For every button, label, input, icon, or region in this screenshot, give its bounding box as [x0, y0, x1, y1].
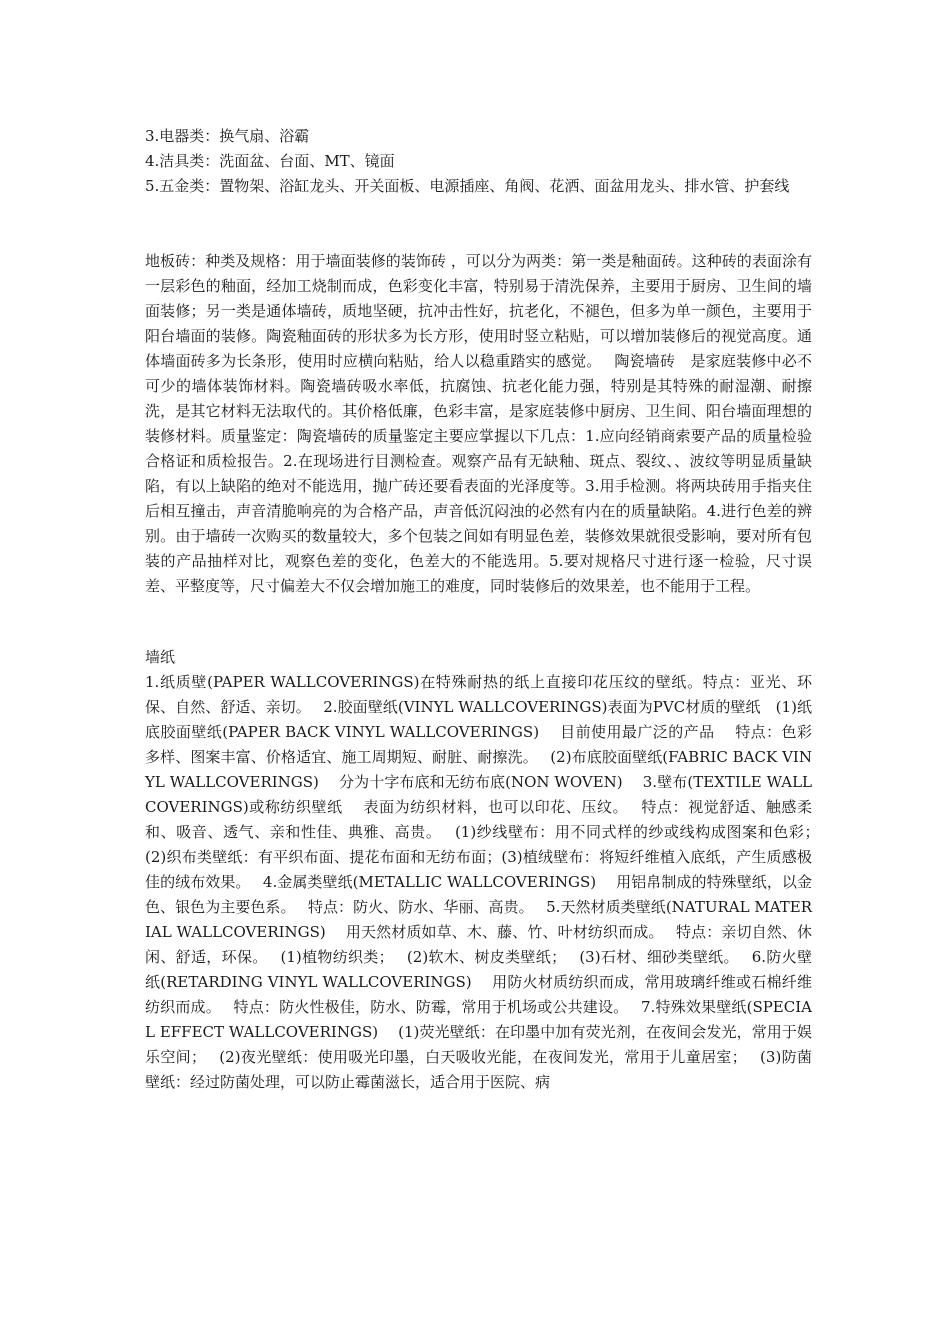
list-item-hardware: 5.五金类：置物架、浴缸龙头、开关面板、电源插座、角阀、花洒、面盆用龙头、排水管、护套线 — [145, 177, 790, 195]
section-spacer — [145, 599, 812, 645]
list-item-electrical: 3.电器类：换气扇、浴霸 — [145, 127, 310, 145]
list-item-sanitary: 4.洁具类：洗面盆、台面、MT、镜面 — [145, 152, 395, 170]
section-spacer — [145, 199, 812, 249]
document-body — [145, 124, 832, 1095]
wallpaper-heading: 墙纸 — [145, 648, 176, 666]
tiles-paragraph: 地板砖：种类及规格：用于墙面装修的装饰砖 ，可以分为两类：第一类是釉面砖。这种砖的表面涂有一层彩色的釉面，经加工烧制而成，色彩变化丰富，特别易于清洗保养，主要用于厨房、卫生间的墙面装修；另一类是通体墙砖，质地坚硬，抗冲击性好，抗老化，不褪色，但多为单一颜色，主要用于阳台墙面的装修。陶瓷釉面砖的形状多为长方形，使用时竖立粘贴，可以增加装修后的视觉高度。通体墙面砖多为长条形，使用时应横向粘贴，给人以稳重踏实的感觉。 陶瓷墙砖 是家庭装修中必不可少的墙体装饰材料。陶瓷墙砖吸水率低，抗腐蚀、抗老化能力强，特别是其特殊的耐湿潮、耐擦洗，是其它材料无法取代的。其价格低廉，色彩丰富，是家庭装修中厨房、卫生间、阳台墙面理想的装修材料。质量鉴定：陶瓷墙砖的质量鉴定主要应掌握以下几点：1.应向经销商索要产品的质量检验合格证和质检报告。2.在现场进行目测检查。观察产品有无缺釉、斑点、裂纹、、波纹等明显质量缺陷，有以上缺陷的绝对不能选用，抛广砖还要看表面的光泽度等。3.用手检测。将两块砖用手指夹住后相互撞击，声音清脆响亮的为合格产品，声音低沉闷浊的必然有内在的质量缺陷。4.进行色差的辨别。由于墙砖一次购买的数量较大，多个包装之间如有明显色差，装修效果就很受影响，要对所有包装的产品抽样对比，观察色差的变化，色差大的不能选用。5.要对规格尺寸进行逐一检验，尺寸误差、平整度等，尺寸偏差大不仅会增加施工的难度，同时装修后的效果差，也不能用于工程。 — [145, 252, 812, 595]
wallpaper-paragraph: 1.纸质壁(PAPER WALLCOVERINGS)在特殊耐热的纸上直接印花压纹的壁纸。特点：亚光、环保、自然、舒适、亲切。 2.胶面壁纸(VINYL WALLCOVERINGS)表面为PVC材质的壁纸 (1)纸底胶面壁纸(PAPER BACK VINYL WALLCOVERINGS) 目前使用最广泛的产品 特点：色彩多样、图案丰富、价格适宜、施工周期短、耐脏、耐擦洗。 (2)布底胶面壁纸(FABRIC BACK VINYL WALLCOVERINGS) 分为十字布底和无纺布底(NON WOVEN) 3.壁布(TEXTILE WALLCOVERINGS)或称纺织壁纸 表面为纺织材料，也可以印花、压纹。 特点：视觉舒适、触感柔和、吸音、透气、亲和性佳、典雅、高贵。 (1)纱线壁布：用不同式样的纱或线构成图案和色彩； (2)织布类壁纸：有平织布面、提花布面和无纺布面；(3)植绒壁布：将短纤维植入底纸，产生质感极佳的绒布效果。 4.金属类壁纸(METALLIC WALLCOVERINGS) 用铝帛制成的特殊壁纸，以金色、银色为主要色系。 特点：防火、防水、华丽、高贵。 5.天然材质类壁纸(NATURAL MATERIAL WALLCOVERINGS) 用天然材质如草、木、藤、竹、叶材纺织而成。 特点：亲切自然、休闲、舒适，环保。 (1)植物纺织类； (2)软木、树皮类壁纸； (3)石材、细砂类壁纸。 6.防火壁纸(RETARDING VINYL WALLCOVERINGS) 用防火材质纺织而成，常用玻璃纤维或石棉纤维纺织而成。 特点：防火性极佳，防水、防霉，常用于机场或公共建设。 7.特殊效果壁纸(SPECIAL EFFECT WALLCOVERINGS) (1)荧光壁纸：在印墨中加有荧光剂，在夜间会发光，常用于娱乐空间； (2)夜光壁纸：使用吸光印墨，白天吸收光能，在夜间发光，常用于儿童居室； (3)防菌壁纸：经过防菌处理，可以防止霉菌滋长，适合用于医院、病 — [145, 673, 832, 1091]
